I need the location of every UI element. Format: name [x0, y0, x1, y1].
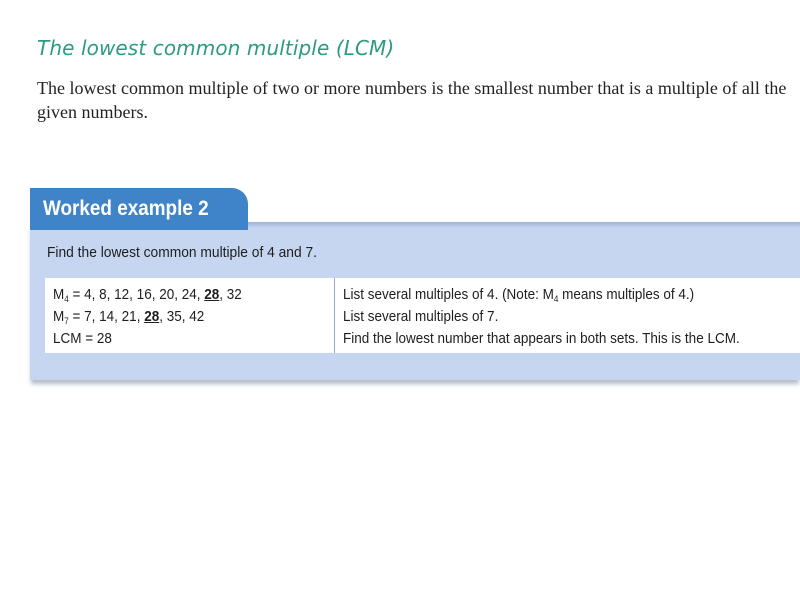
- explanation-column: [335, 278, 800, 353]
- work-table: [45, 278, 800, 353]
- working-row-m4: [53, 284, 306, 306]
- explanation-row-3: Find the lowest number that appears in both sets. This is the LCM.: [343, 330, 740, 347]
- multiples-symbol: M: [53, 308, 65, 325]
- working-row-lcm: LCM = 28: [53, 330, 112, 347]
- common-multiple-highlight: 28: [144, 308, 160, 325]
- multiples-list-end: , 32: [219, 286, 242, 303]
- multiples-list-start: = 4, 8, 12, 16, 20, 24,: [68, 286, 205, 303]
- common-multiple-highlight: 28: [204, 286, 220, 303]
- explanation-subscript: 4: [553, 294, 559, 304]
- working-row-m7: [53, 306, 306, 328]
- multiples-list-start: = 7, 14, 21,: [68, 308, 145, 325]
- worked-example-title: Worked example 2: [43, 197, 209, 220]
- working-column: [45, 278, 335, 353]
- multiples-list-end: , 35, 42: [159, 308, 205, 325]
- multiples-symbol: M: [53, 286, 65, 303]
- multiples-subscript: 4: [64, 294, 69, 304]
- explanation-text-end: means multiples of 4.): [558, 286, 695, 303]
- explanation-row-2: List several multiples of 7.: [343, 308, 499, 325]
- intro-paragraph: The lowest common multiple of two or more numbers is the smallest number that is a multiple of all the given numbers.: [37, 78, 787, 122]
- explanation-text-start: List several multiples of 4. (Note: M: [343, 286, 554, 303]
- section-title: The lowest common multiple (LCM): [37, 36, 395, 60]
- explanation-row-1: [343, 284, 754, 306]
- example-question: Find the lowest common multiple of 4 and 7.: [47, 244, 318, 261]
- multiples-subscript: 7: [64, 316, 69, 326]
